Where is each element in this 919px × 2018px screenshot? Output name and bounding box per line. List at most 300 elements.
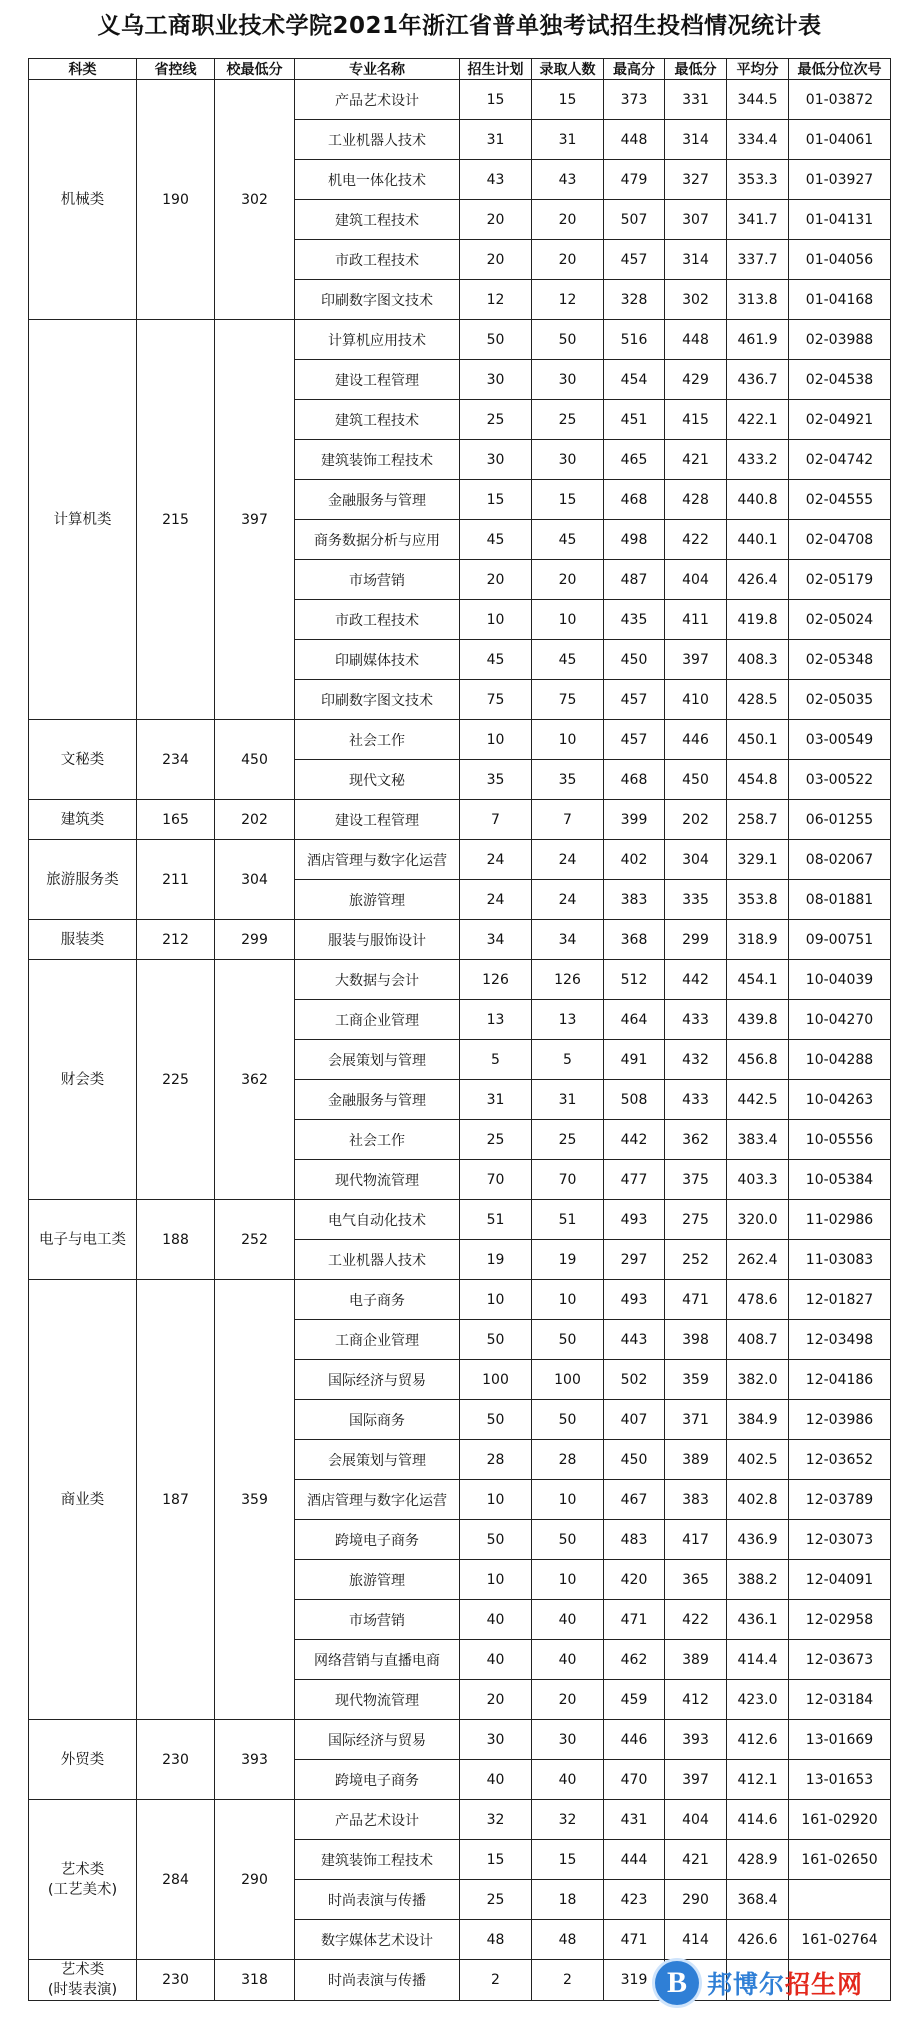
major-cell: 旅游管理 [295,880,460,920]
min-score-cell: 397 [665,1760,727,1800]
control-line-cell: 215 [137,320,215,720]
admitted-cell: 100 [532,1360,604,1400]
avg-score-cell: 440.8 [727,480,789,520]
avg-score-cell: 440.1 [727,520,789,560]
min-score-cell: 302 [665,280,727,320]
rank-cell: 12-03498 [789,1320,891,1360]
plan-cell: 10 [460,1280,532,1320]
plan-cell: 51 [460,1200,532,1240]
avg-score-cell: 428.9 [727,1840,789,1880]
major-cell: 电子商务 [295,1280,460,1320]
admitted-cell: 30 [532,360,604,400]
avg-score-cell: 402.5 [727,1440,789,1480]
avg-score-cell: 403.3 [727,1160,789,1200]
admission-table [28,58,891,2001]
major-cell: 印刷数字图文技术 [295,280,460,320]
rank-cell: 02-03988 [789,320,891,360]
table-row [29,320,891,360]
plan-cell: 40 [460,1600,532,1640]
min-score-cell: 389 [665,1440,727,1480]
plan-cell: 2 [460,1960,532,2001]
min-score-cell: 450 [665,760,727,800]
major-cell: 金融服务与管理 [295,480,460,520]
admitted-cell: 24 [532,880,604,920]
rank-cell: 10-04263 [789,1080,891,1120]
plan-cell: 15 [460,480,532,520]
plan-cell: 15 [460,1840,532,1880]
col-header-school-min: 校最低分 [215,59,295,80]
major-cell: 会展策划与管理 [295,1440,460,1480]
col-header-avg: 平均分 [727,59,789,80]
school-min-cell: 302 [215,80,295,320]
max-score-cell: 368 [604,920,665,960]
admitted-cell: 19 [532,1240,604,1280]
max-score-cell: 420 [604,1560,665,1600]
avg-score-cell: 478.6 [727,1280,789,1320]
rank-cell: 02-04742 [789,440,891,480]
rank-cell: 10-04288 [789,1040,891,1080]
table-row [29,1200,891,1240]
rank-cell: 01-04056 [789,240,891,280]
col-header-plan: 招生计划 [460,59,532,80]
max-score-cell: 468 [604,480,665,520]
avg-score-cell: 368.4 [727,1880,789,1920]
admitted-cell: 20 [532,240,604,280]
admitted-cell: 10 [532,1480,604,1520]
major-cell: 现代物流管理 [295,1680,460,1720]
table-row [29,1720,891,1760]
max-score-cell: 516 [604,320,665,360]
plan-cell: 43 [460,160,532,200]
school-min-cell: 202 [215,800,295,840]
admitted-cell: 10 [532,1280,604,1320]
avg-score-cell: 414.6 [727,1800,789,1840]
category-cell: 外贸类 [29,1720,137,1800]
table-row [29,920,891,960]
rank-cell: 11-03083 [789,1240,891,1280]
max-score-cell: 451 [604,400,665,440]
plan-cell: 40 [460,1640,532,1680]
plan-cell: 25 [460,1120,532,1160]
rank-cell: 01-04061 [789,120,891,160]
max-score-cell: 399 [604,800,665,840]
admitted-cell: 75 [532,680,604,720]
max-score-cell: 448 [604,120,665,160]
control-line-cell: 225 [137,960,215,1200]
max-score-cell: 493 [604,1200,665,1240]
plan-cell: 10 [460,1560,532,1600]
rank-cell: 02-05035 [789,680,891,720]
rank-cell: 161-02920 [789,1800,891,1840]
max-score-cell: 471 [604,1600,665,1640]
max-score-cell: 319 [604,1960,665,2001]
control-line-cell: 211 [137,840,215,920]
rank-cell: 13-01669 [789,1720,891,1760]
major-cell: 国际经济与贸易 [295,1360,460,1400]
admitted-cell: 20 [532,1680,604,1720]
school-min-cell: 450 [215,720,295,800]
major-cell: 市场营销 [295,1600,460,1640]
major-cell: 电气自动化技术 [295,1200,460,1240]
avg-score-cell: 439.8 [727,1000,789,1040]
plan-cell: 28 [460,1440,532,1480]
max-score-cell: 508 [604,1080,665,1120]
table-row [29,1800,891,1840]
table-row [29,800,891,840]
logo-badge-icon: B [655,1961,699,2005]
category-cell: 计算机类 [29,320,137,720]
admitted-cell: 48 [532,1920,604,1960]
control-line-cell: 284 [137,1800,215,1960]
max-score-cell: 462 [604,1640,665,1680]
plan-cell: 24 [460,880,532,920]
min-score-cell: 331 [665,80,727,120]
col-header-control-line: 省控线 [137,59,215,80]
avg-score-cell: 402.8 [727,1480,789,1520]
max-score-cell: 459 [604,1680,665,1720]
max-score-cell: 487 [604,560,665,600]
plan-cell: 40 [460,1760,532,1800]
category-cell: 文秘类 [29,720,137,800]
avg-score-cell: 334.4 [727,120,789,160]
major-cell: 大数据与会计 [295,960,460,1000]
admitted-cell: 40 [532,1640,604,1680]
min-score-cell: 428 [665,480,727,520]
plan-cell: 10 [460,1480,532,1520]
plan-cell: 20 [460,560,532,600]
avg-score-cell: 382.0 [727,1360,789,1400]
min-score-cell: 421 [665,440,727,480]
rank-cell: 08-02067 [789,840,891,880]
max-score-cell: 446 [604,1720,665,1760]
admitted-cell: 5 [532,1040,604,1080]
max-score-cell: 457 [604,240,665,280]
category-cell: 建筑类 [29,800,137,840]
admitted-cell: 24 [532,840,604,880]
major-cell: 酒店管理与数字化运营 [295,840,460,880]
max-score-cell: 442 [604,1120,665,1160]
plan-cell: 31 [460,1080,532,1120]
max-score-cell: 457 [604,680,665,720]
major-cell: 工业机器人技术 [295,120,460,160]
col-header-max: 最高分 [604,59,665,80]
plan-cell: 100 [460,1360,532,1400]
avg-score-cell: 329.1 [727,840,789,880]
admitted-cell: 13 [532,1000,604,1040]
rank-cell: 12-04091 [789,1560,891,1600]
admitted-cell: 10 [532,1560,604,1600]
admitted-cell: 50 [532,1520,604,1560]
min-score-cell: 371 [665,1400,727,1440]
admitted-cell: 51 [532,1200,604,1240]
min-score-cell: 314 [665,240,727,280]
avg-score-cell: 436.1 [727,1600,789,1640]
avg-score-cell: 320.0 [727,1200,789,1240]
major-cell: 工商企业管理 [295,1000,460,1040]
max-score-cell: 483 [604,1520,665,1560]
plan-cell: 20 [460,240,532,280]
rank-cell: 12-03673 [789,1640,891,1680]
avg-score-cell: 436.7 [727,360,789,400]
major-cell: 服装与服饰设计 [295,920,460,960]
max-score-cell: 512 [604,960,665,1000]
control-line-cell: 230 [137,1960,215,2001]
max-score-cell: 457 [604,720,665,760]
min-score-cell: 404 [665,560,727,600]
logo-text-red: 招生网 [785,1970,864,1999]
plan-cell: 50 [460,1320,532,1360]
admitted-cell: 30 [532,440,604,480]
min-score-cell: 417 [665,1520,727,1560]
page-title: 义乌工商职业技术学院2021年浙江省普单独考试招生投档情况统计表 [97,13,822,39]
major-cell: 产品艺术设计 [295,1800,460,1840]
avg-score-cell: 313.8 [727,280,789,320]
major-cell: 建设工程管理 [295,360,460,400]
rank-cell: 01-04131 [789,200,891,240]
admitted-cell: 32 [532,1800,604,1840]
col-header-rank: 最低分位次号 [789,59,891,80]
avg-score-cell: 408.7 [727,1320,789,1360]
control-line-cell: 187 [137,1280,215,1720]
avg-score-cell: 412.6 [727,1720,789,1760]
major-cell: 市场营销 [295,560,460,600]
major-cell: 建设工程管理 [295,800,460,840]
admitted-cell: 7 [532,800,604,840]
major-cell: 现代文秘 [295,760,460,800]
min-score-cell: 422 [665,520,727,560]
control-line-cell: 230 [137,1720,215,1800]
min-score-cell: 299 [665,920,727,960]
min-score-cell: 410 [665,680,727,720]
admitted-cell: 18 [532,1880,604,1920]
max-score-cell: 444 [604,1840,665,1880]
table-row [29,840,891,880]
admitted-cell: 10 [532,720,604,760]
rank-cell: 12-03986 [789,1400,891,1440]
plan-cell: 12 [460,280,532,320]
min-score-cell: 429 [665,360,727,400]
max-score-cell: 507 [604,200,665,240]
rank-cell: 02-04708 [789,520,891,560]
max-score-cell: 450 [604,1440,665,1480]
plan-cell: 48 [460,1920,532,1960]
admitted-cell: 34 [532,920,604,960]
major-cell: 市政工程技术 [295,600,460,640]
max-score-cell: 450 [604,640,665,680]
school-min-cell: 304 [215,840,295,920]
major-cell: 计算机应用技术 [295,320,460,360]
rank-cell: 12-01827 [789,1280,891,1320]
avg-score-cell: 426.6 [727,1920,789,1960]
admitted-cell: 25 [532,400,604,440]
major-cell: 旅游管理 [295,1560,460,1600]
max-score-cell: 491 [604,1040,665,1080]
plan-cell: 31 [460,120,532,160]
admitted-cell: 31 [532,120,604,160]
watermark-logo [655,1958,891,2008]
avg-score-cell: 426.4 [727,560,789,600]
avg-score-cell: 408.3 [727,640,789,680]
rank-cell: 10-04270 [789,1000,891,1040]
rank-cell: 12-04186 [789,1360,891,1400]
min-score-cell: 412 [665,1680,727,1720]
min-score-cell: 414 [665,1920,727,1960]
school-min-cell: 290 [215,1800,295,1960]
avg-score-cell: 388.2 [727,1560,789,1600]
plan-cell: 30 [460,440,532,480]
min-score-cell: 359 [665,1360,727,1400]
avg-score-cell: 450.1 [727,720,789,760]
avg-score-cell: 353.3 [727,160,789,200]
plan-cell: 25 [460,400,532,440]
school-min-cell: 318 [215,1960,295,2001]
rank-cell: 03-00522 [789,760,891,800]
avg-score-cell: 337.7 [727,240,789,280]
rank-cell: 02-05024 [789,600,891,640]
plan-cell: 10 [460,720,532,760]
plan-cell: 5 [460,1040,532,1080]
admitted-cell: 50 [532,320,604,360]
min-score-cell: 304 [665,840,727,880]
max-score-cell: 471 [604,1920,665,1960]
major-cell: 国际经济与贸易 [295,1720,460,1760]
admitted-cell: 45 [532,520,604,560]
avg-score-cell: 414.4 [727,1640,789,1680]
max-score-cell: 467 [604,1480,665,1520]
rank-cell: 161-02764 [789,1920,891,1960]
admitted-cell: 20 [532,200,604,240]
avg-score-cell: 344.5 [727,80,789,120]
plan-cell: 70 [460,1160,532,1200]
max-score-cell: 402 [604,840,665,880]
control-line-cell: 188 [137,1200,215,1280]
min-score-cell: 471 [665,1280,727,1320]
admitted-cell: 40 [532,1600,604,1640]
admitted-cell: 10 [532,600,604,640]
plan-cell: 75 [460,680,532,720]
major-cell: 社会工作 [295,720,460,760]
category-cell: 电子与电工类 [29,1200,137,1280]
table-row [29,960,891,1000]
max-score-cell: 443 [604,1320,665,1360]
major-cell: 数字媒体艺术设计 [295,1920,460,1960]
min-score-cell: 307 [665,200,727,240]
admitted-cell: 2 [532,1960,604,2001]
plan-cell: 45 [460,640,532,680]
major-cell: 社会工作 [295,1120,460,1160]
logo-text [707,1965,863,2001]
min-score-cell: 446 [665,720,727,760]
col-header-major: 专业名称 [295,59,460,80]
admitted-cell: 40 [532,1760,604,1800]
category-cell: 商业类 [29,1280,137,1720]
avg-score-cell: 383.4 [727,1120,789,1160]
admitted-cell: 50 [532,1320,604,1360]
major-cell: 建筑装饰工程技术 [295,1840,460,1880]
avg-score-cell: 433.2 [727,440,789,480]
avg-score-cell: 428.5 [727,680,789,720]
control-line-cell: 212 [137,920,215,960]
max-score-cell: 468 [604,760,665,800]
table-row [29,720,891,760]
admitted-cell: 28 [532,1440,604,1480]
max-score-cell: 435 [604,600,665,640]
max-score-cell: 470 [604,1760,665,1800]
table-row [29,80,891,120]
plan-cell: 19 [460,1240,532,1280]
min-score-cell: 389 [665,1640,727,1680]
rank-cell: 12-02958 [789,1600,891,1640]
rank-cell: 12-03073 [789,1520,891,1560]
category-cell: 服装类 [29,920,137,960]
category-cell: 艺术类 (时装表演) [29,1960,137,2001]
min-score-cell: 404 [665,1800,727,1840]
min-score-cell: 252 [665,1240,727,1280]
major-cell: 国际商务 [295,1400,460,1440]
rank-cell: 02-04921 [789,400,891,440]
rank-cell: 01-03872 [789,80,891,120]
major-cell: 印刷数字图文技术 [295,680,460,720]
rank-cell: 12-03789 [789,1480,891,1520]
min-score-cell: 448 [665,320,727,360]
avg-score-cell: 412.1 [727,1760,789,1800]
avg-score-cell: 419.8 [727,600,789,640]
major-cell: 建筑工程技术 [295,400,460,440]
rank-cell: 02-05179 [789,560,891,600]
avg-score-cell: 442.5 [727,1080,789,1120]
max-score-cell: 464 [604,1000,665,1040]
plan-cell: 13 [460,1000,532,1040]
control-line-cell: 234 [137,720,215,800]
admitted-cell: 15 [532,80,604,120]
rank-cell: 08-01881 [789,880,891,920]
rank-cell: 12-03184 [789,1680,891,1720]
min-score-cell: 432 [665,1040,727,1080]
min-score-cell: 365 [665,1560,727,1600]
avg-score-cell: 461.9 [727,320,789,360]
category-cell: 旅游服务类 [29,840,137,920]
major-cell: 印刷媒体技术 [295,640,460,680]
school-min-cell: 359 [215,1280,295,1720]
plan-cell: 45 [460,520,532,560]
avg-score-cell: 422.1 [727,400,789,440]
plan-cell: 50 [460,320,532,360]
major-cell: 现代物流管理 [295,1160,460,1200]
admitted-cell: 43 [532,160,604,200]
min-score-cell: 275 [665,1200,727,1240]
avg-score-cell: 456.8 [727,1040,789,1080]
rank-cell: 161-02650 [789,1840,891,1880]
plan-cell: 32 [460,1800,532,1840]
admitted-cell: 15 [532,480,604,520]
admitted-cell: 20 [532,560,604,600]
max-score-cell: 328 [604,280,665,320]
max-score-cell: 477 [604,1160,665,1200]
major-cell: 建筑装饰工程技术 [295,440,460,480]
min-score-cell: 433 [665,1080,727,1120]
rank-cell: 12-03652 [789,1440,891,1480]
avg-score-cell: 436.9 [727,1520,789,1560]
col-header-category: 科类 [29,59,137,80]
plan-cell: 15 [460,80,532,120]
avg-score-cell: 454.1 [727,960,789,1000]
rank-cell: 02-05348 [789,640,891,680]
plan-cell: 30 [460,360,532,400]
plan-cell: 126 [460,960,532,1000]
rank-cell: 01-03927 [789,160,891,200]
major-cell: 时尚表演与传播 [295,1960,460,2001]
plan-cell: 30 [460,1720,532,1760]
